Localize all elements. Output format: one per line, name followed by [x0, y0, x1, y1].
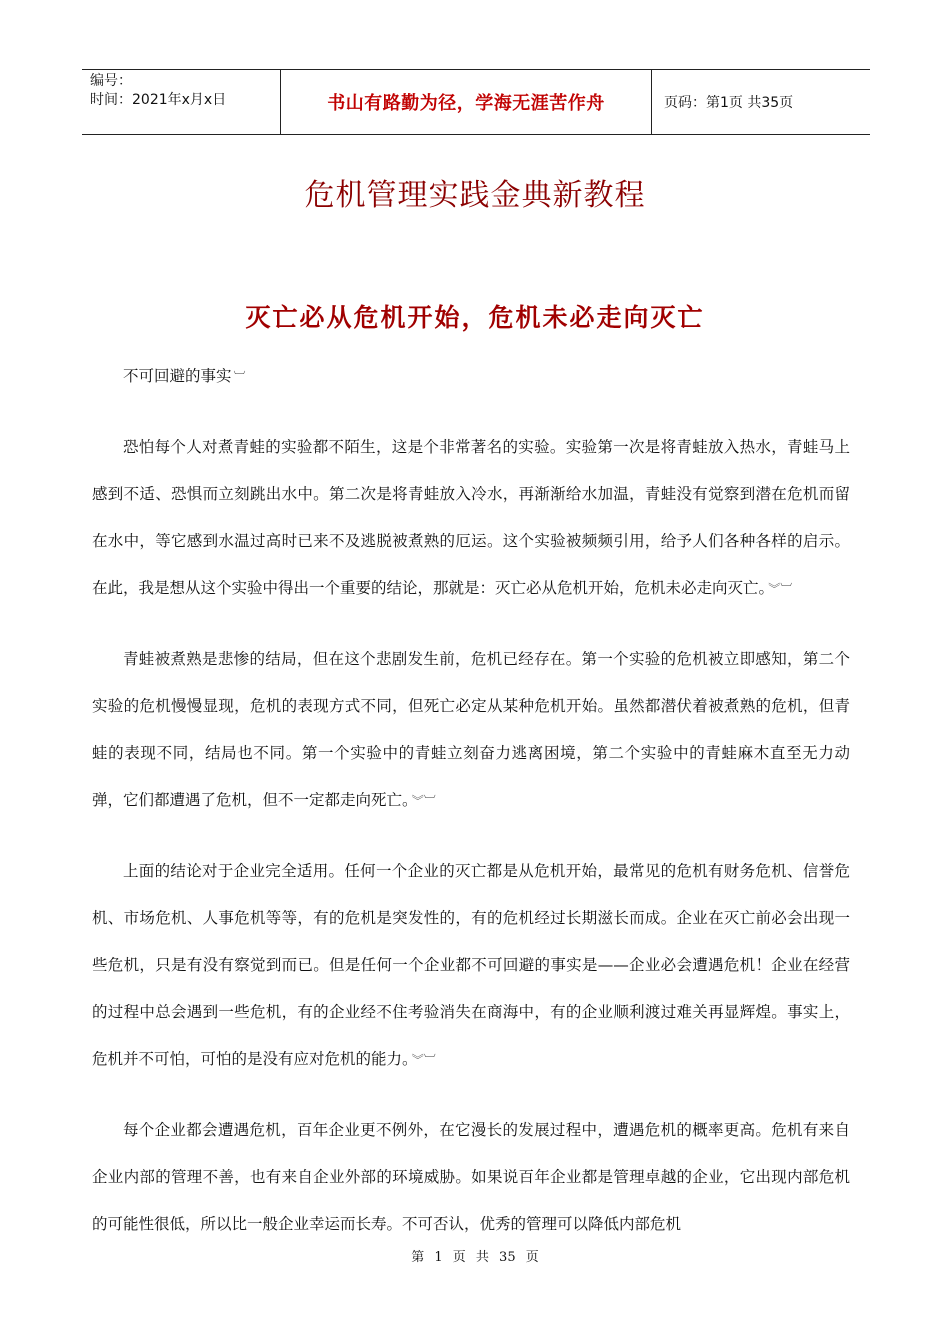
time-label: 时间：2021年x月x日 — [90, 92, 227, 108]
edit-mark-icon: ︺ — [233, 370, 246, 384]
header-meta-cell — [82, 70, 281, 134]
edit-mark-icon: ︾︺ — [411, 1053, 436, 1067]
subheading: 不可回避的事实 ︺ — [123, 367, 246, 385]
paragraph-3: 上面的结论对于企业完全适用。任何一个企业的灭亡都是从危机开始，最常见的危机有财务危机、信誉危机、市场危机、人事危机等等，有的危机是突发性的，有的危机经过长期滋长而成。企业在灭亡前必会出现一些危机，只是有没有察觉到而已。但是任何一个企业都不可回避的事实是——企业必会遭遇危机！企业在经营的过程中总会遇到一些危机，有的企业经不住考验消失在商海中，有的企业顺利渡过难关再显辉煌。事实上，危机并不可怕，可怕的是没有应对危机的能力。 ︾︺ — [92, 862, 850, 1068]
motto-cell — [281, 70, 652, 134]
page-info: 页码：第1页 共35页 — [664, 95, 794, 111]
paragraph-4: 每个企业都会遭遇危机，百年企业更不例外，在它漫长的发展过程中，遭遇危机的概率更高。危机有来自企业内部的管理不善，也有来自企业外部的环境威胁。如果说百年企业都是管理卓越的企业，它出现内部危机的可能性很低，所以比一般企业幸运而长寿。不可否认，优秀的管理可以降低内部危机 — [92, 1121, 850, 1233]
page-info-cell — [652, 70, 870, 134]
edit-mark-icon: ︾︺ — [768, 582, 793, 596]
paragraph-1: 恐怕每个人对煮青蛙的实验都不陌生，这是个非常著名的实验。实验第一次是将青蛙放入热水，青蛙马上感到不适、恐惧而立刻跳出水中。第二次是将青蛙放入冷水，再渐渐给水加温，青蛙没有觉察到潜在危机而留在水中，等它感到水温过高时已来不及逃脱被煮熟的厄运。这个实验被频频引用，给予人们各种各样的启示。在此，我是想从这个实验中得出一个重要的结论，那就是：灭亡必从危机开始，危机未必走向灭亡。 ︾︺ — [92, 438, 850, 597]
number-label: 编号： — [90, 73, 132, 89]
page-footer: 第 1 页 共 35 页 — [411, 1250, 539, 1265]
body-text — [92, 353, 850, 1271]
paragraph-2: 青蛙被煮熟是悲惨的结局，但在这个悲剧发生前，危机已经存在。第一个实验的危机被立即感知，第二个实验的危机慢慢显现，危机的表现方式不同，但死亡必定从某种危机开始。虽然都潜伏着被煮熟的危机，但青蛙的表现不同，结局也不同。第一个实验中的青蛙立刻奋力逃离困境，第二个实验中的青蛙麻木直至无力动弹，它们都遭遇了危机，但不一定都走向死亡。 ︾︺ — [92, 650, 850, 809]
motto-text: 书山有路勤为径，学海无涯苦作舟 — [327, 93, 605, 114]
section-title: 灭亡必从危机开始，危机未必走向灭亡 — [245, 303, 705, 332]
header-table — [82, 69, 870, 135]
edit-mark-icon: ︾︺ — [411, 794, 436, 808]
document-title: 危机管理实践金典新教程 — [304, 178, 646, 213]
